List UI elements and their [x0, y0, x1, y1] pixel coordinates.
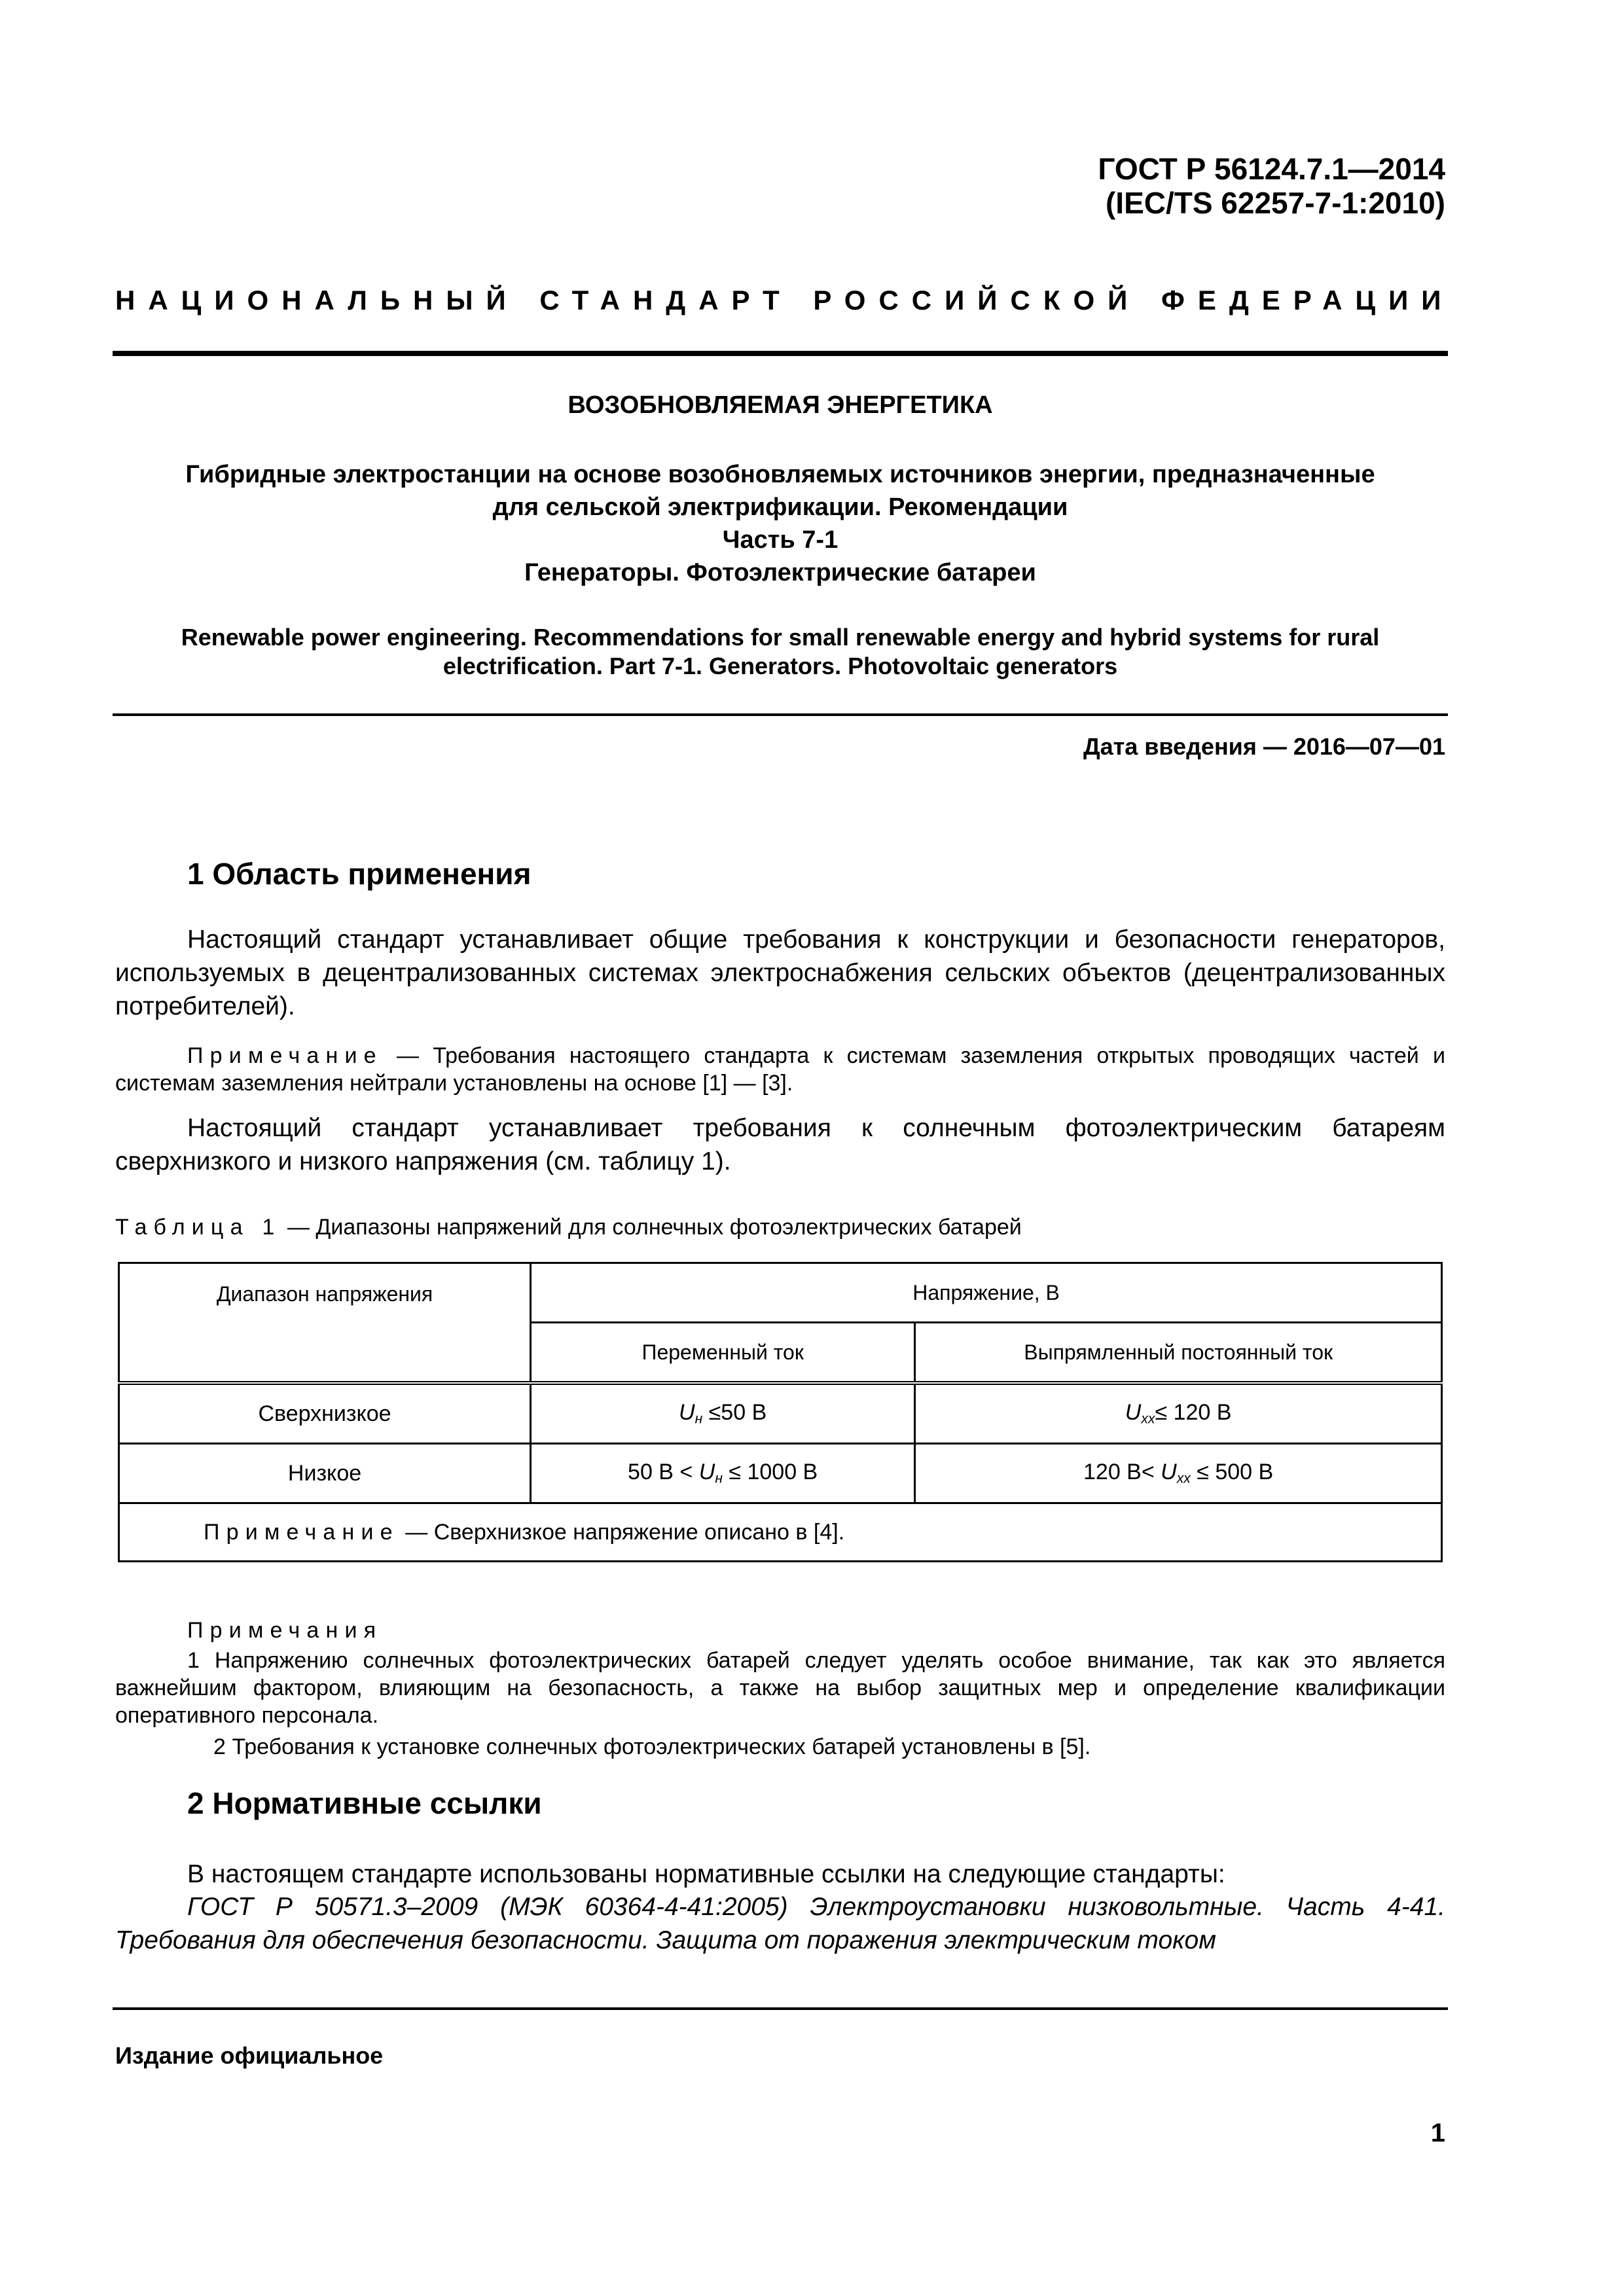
- english-title: [115, 623, 1445, 681]
- table-row: [119, 1444, 1442, 1503]
- section-1-paragraph-1-text: Настоящий стандарт устанавливает общие требования к конструкции и безопасности генераторов, используемых в децентрализованных системах электроснабжения сельских объектов (децентрализованных потребителей).: [115, 925, 1445, 1020]
- header-voltage-range: Диапазон напряжения: [119, 1263, 531, 1384]
- document-number: [785, 152, 1445, 220]
- table-note-row: [119, 1503, 1442, 1562]
- notes-title: Примечания: [187, 1618, 383, 1643]
- row-2-dc: [915, 1444, 1442, 1503]
- row-1-dc-value: ≤ 120 В: [1155, 1400, 1232, 1426]
- header-ac: Переменный ток: [531, 1323, 915, 1384]
- row-1-dc: [915, 1383, 1442, 1444]
- english-title-line-2: electrification. Part 7-1. Generators. Photovoltaic generators: [442, 653, 1118, 679]
- note-2-text: 2 Требования к установке солнечных фотоэлектрических батарей установлены в [5].: [213, 1734, 1091, 1759]
- russian-title-line-4: Генераторы. Фотоэлектрические батареи: [524, 559, 1036, 586]
- header-voltage-text: Напряжение, В: [912, 1280, 1060, 1304]
- section-2-paragraph-1: [115, 1857, 1445, 1891]
- voltage-range-table: [118, 1262, 1443, 1562]
- header-voltage: [531, 1263, 1442, 1323]
- table-note: [119, 1503, 1442, 1562]
- row-2-range: Низкое: [119, 1444, 531, 1503]
- row-2-dc-symbol: U: [1161, 1460, 1177, 1485]
- table-note-text: — Сверхнизкое напряжение описано в [4].: [399, 1519, 845, 1545]
- row-1-dc-symbol: U: [1125, 1400, 1142, 1426]
- note-1: [115, 1647, 1445, 1729]
- russian-title: [115, 458, 1445, 589]
- table-row: [119, 1383, 1442, 1444]
- official-edition-label: Издание официальное: [115, 2042, 384, 2069]
- note-label: Примечание: [187, 1043, 383, 1068]
- note-text: — Требования настоящего стандарта к системам заземления открытых проводящих частей и системам заземления нейтрали установлены на основе [1] — [3].: [115, 1043, 1445, 1096]
- section-1-note: [115, 1042, 1445, 1097]
- national-standard-banner: НАЦИОНАЛЬНЫЙ СТАНДАРТ РОССИЙСКОЙ ФЕДЕРАЦИИ: [115, 285, 1454, 315]
- english-title-line-1: Renewable power engineering. Recommendations for small renewable energy and hybrid systems for rural: [181, 624, 1380, 651]
- row-2-ac-value: ≤ 1000 В: [722, 1460, 818, 1485]
- row-1-ac-symbol: U: [679, 1400, 695, 1426]
- row-1-ac-subscript: н: [695, 1411, 703, 1427]
- section-2-heading: 2 Нормативные ссылки: [187, 1786, 542, 1820]
- iec-number: (IEC/TS 62257-7-1:2010): [1105, 186, 1445, 220]
- note-2: [115, 1733, 1445, 1761]
- header-dc: Выпрямленный постоянный ток: [915, 1323, 1442, 1384]
- section-1-paragraph-2: [115, 1111, 1445, 1178]
- table-note-label: Примечание: [204, 1519, 399, 1545]
- note-1-text: 1 Напряжению солнечных фотоэлектрических батарей следует уделять особое внимание, так как это является важнейшим фактором, влияющим на безопасность, а также на выбор защитных мер и определение квалификации оперативного персонала.: [115, 1648, 1445, 1728]
- section-1-paragraph-2-text: Настоящий стандарт устанавливает требования к солнечным фотоэлектрическим батареям сверхнизкого и низкого напряжения (см. таблицу 1).: [115, 1114, 1445, 1175]
- table-caption-text: — Диапазоны напряжений для солнечных фотоэлектрических батарей: [281, 1215, 1022, 1240]
- row-2-dc-subscript: хх: [1176, 1471, 1191, 1486]
- table-caption: [115, 1215, 1022, 1240]
- row-2-dc-value: ≤ 500 В: [1190, 1460, 1274, 1485]
- row-1-ac: [531, 1383, 915, 1444]
- row-2-ac-prefix: 50 В <: [628, 1460, 699, 1485]
- row-2-dc-prefix: 120 В<: [1083, 1460, 1161, 1485]
- footer-rule: [113, 2007, 1448, 2010]
- row-1-range: Сверхнизкое: [119, 1383, 531, 1444]
- row-2-ac-subscript: н: [715, 1471, 723, 1486]
- russian-title-line-1: Гибридные электростанции на основе возобновляемых источников энергии, предназначенные: [185, 461, 1375, 488]
- row-2-ac-symbol: U: [698, 1460, 715, 1485]
- page-number: 1: [1430, 2119, 1445, 2147]
- row-2-ac: [531, 1444, 915, 1503]
- section-1-heading: 1 Область применения: [187, 857, 532, 891]
- russian-title-line-2: для сельской электрификации. Рекомендации: [492, 493, 1068, 521]
- gost-number: ГОСТ Р 56124.7.1—2014: [1098, 152, 1445, 186]
- title-rule: [113, 713, 1448, 716]
- section-2-paragraph-1-text: В настоящем стандарте использованы нормативные ссылки на следующие стандарты:: [187, 1860, 1225, 1888]
- topic-title: ВОЗОБНОВЛЯЕМАЯ ЭНЕРГЕТИКА: [568, 391, 993, 419]
- row-1-ac-value: ≤50 В: [702, 1400, 767, 1426]
- table-caption-label: Таблица 1: [115, 1215, 281, 1240]
- top-rule: [113, 351, 1448, 356]
- russian-title-line-3: Часть 7-1: [722, 526, 839, 554]
- normative-reference: [115, 1890, 1445, 1957]
- section-1-paragraph-1: [115, 923, 1445, 1023]
- row-1-dc-subscript: хх: [1141, 1411, 1155, 1427]
- normative-reference-text: ГОСТ Р 50571.3–2009 (МЭК 60364-4-41:2005) Электроустановки низковольтные. Часть 4-41. Требования для обеспечения безопасности. Защита от поражения электрическим током: [115, 1893, 1445, 1954]
- introduction-date: Дата введения — 2016—07—01: [1083, 733, 1445, 760]
- table-header-row: [119, 1263, 1442, 1323]
